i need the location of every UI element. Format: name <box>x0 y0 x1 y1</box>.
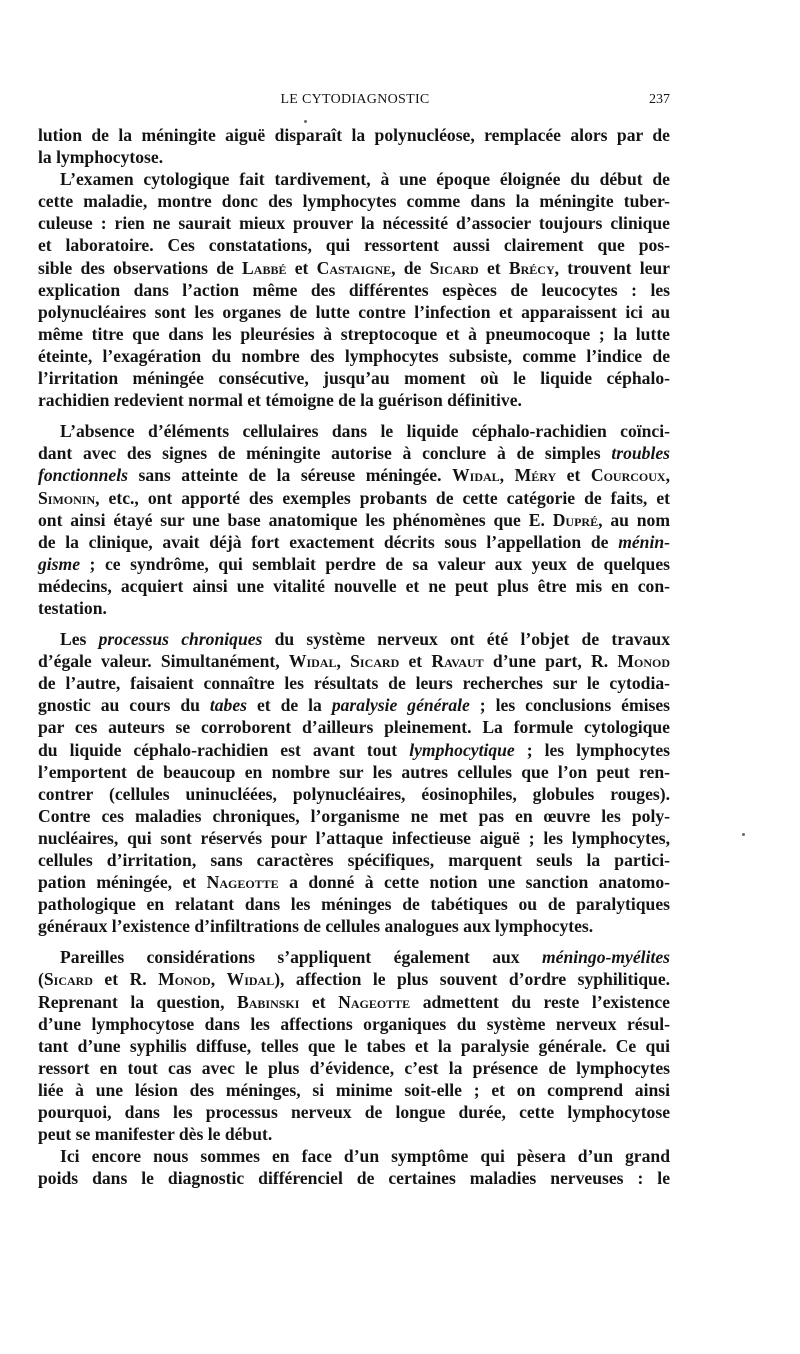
text-line <box>38 345 670 367</box>
text-run: ; les conclusions émises <box>469 695 670 716</box>
text-run: , au nom <box>598 509 670 530</box>
text-run: et <box>286 257 317 278</box>
page-number: 237 <box>649 92 670 107</box>
emphasis: ménin- <box>618 531 670 552</box>
emphasis: méningo-myélites <box>541 947 670 968</box>
author-name: Labbé <box>242 257 287 278</box>
text-run: Contre ces maladies chroniques, l’organisme ne met pas en œuvre les poly- <box>38 805 670 826</box>
text-run: L’absence d’éléments cellulaires dans le liquide céphalo-rachidien coïnci- <box>60 421 670 442</box>
paragraph-gap <box>38 411 670 420</box>
text-line <box>38 553 670 575</box>
text-run: et <box>399 651 432 672</box>
text-line <box>38 531 670 553</box>
author-name: Sicard <box>43 969 93 990</box>
text-run: nucléaires, qui sont réservés pour l’attaque infectieuse aiguë ; les lymphocytes, <box>38 827 670 848</box>
text-line <box>38 783 670 805</box>
text-run: pathologique en relatant dans les méninges de tabétiques ou de paralytiques <box>38 894 670 915</box>
text-line <box>38 716 670 738</box>
text-run: , trouvent leur <box>554 257 670 278</box>
text-line <box>38 212 670 234</box>
emphasis: gisme <box>38 553 81 574</box>
text-line <box>38 991 670 1013</box>
text-run: pourquoi, dans les processus nerveux de longue durée, cette lymphocytose <box>38 1102 670 1123</box>
text-line <box>38 1145 670 1167</box>
author-name: R. Monod <box>591 651 670 672</box>
emphasis: fonctionnels <box>38 465 128 486</box>
text-run: tant d’une syphilis diffuse, telles que le tabes et la paralysie générale. Ce qui <box>38 1035 670 1056</box>
text-run: ; ce syndrôme, qui semblait perdre de sa valeur aux yeux de quelques <box>80 553 670 574</box>
text-run: , de <box>391 257 430 278</box>
text-line <box>38 672 670 694</box>
text-line <box>38 849 670 871</box>
text-run: l’emportent de beaucoup en nombre sur les autres cellules que l’on peut ren- <box>38 761 670 782</box>
text-run: et <box>556 465 591 486</box>
text-run: la lymphocytose. <box>38 147 164 168</box>
text-line <box>38 190 670 212</box>
text-line <box>38 871 670 893</box>
text-run: cellules d’irritation, sans caractères spécifiques, marquent seuls la partici- <box>38 850 670 870</box>
author-name: Nageotte <box>206 872 279 893</box>
text-run: l’irritation méningée consécutive, jusqu’au moment où le liquide céphalo- <box>38 368 670 389</box>
text-run: du liquide céphalo-rachidien est avant tout <box>38 739 410 760</box>
author-name: Méry <box>514 465 557 486</box>
text-run: d’une part, <box>483 651 592 672</box>
text-run: et de la <box>247 695 332 716</box>
text-line <box>38 509 670 531</box>
text-line <box>38 650 670 672</box>
running-head <box>40 92 670 112</box>
text-line <box>38 279 670 301</box>
author-name: Nageotte <box>338 991 411 1012</box>
text-run: , <box>665 465 671 486</box>
text-line <box>38 389 670 411</box>
text-line <box>38 893 670 915</box>
text-run: culeuse : rien ne saurait mieux prouver la nécessité d’associer toujours clinique <box>38 213 670 234</box>
text-line <box>38 597 670 619</box>
author-name: Widal <box>452 465 500 486</box>
text-run: médecins, acquiert ainsi une vitalité nouvelle et ne peut plus être mis en con- <box>38 575 670 596</box>
author-name: Sicard <box>429 257 479 278</box>
text-run: et <box>478 257 509 278</box>
text-line <box>38 1101 670 1123</box>
text-line <box>38 1167 670 1189</box>
author-name: Brécy <box>508 257 555 278</box>
text-line <box>38 257 670 279</box>
text-line <box>38 234 670 256</box>
text-run: éteinte, l’exagération du nombre des lymphocytes subsiste, comme l’indice de <box>38 345 670 366</box>
text-run: et laboratoire. Ces constatations, qui ressortent aussi clairement que pos- <box>38 235 670 256</box>
author-name: Simonin <box>38 487 96 508</box>
text-line <box>38 805 670 827</box>
text-run: d’égale valeur. Simultanément, <box>38 651 289 672</box>
text-run: Pareilles considérations s’appliquent également aux <box>60 947 542 968</box>
text-run: , <box>499 465 515 486</box>
text-run: admettent du reste l’existence <box>410 991 670 1012</box>
text-run: , <box>336 651 351 672</box>
text-run: liée à une lésion des méninges, si minime soit-elle ; et on comprend ainsi <box>38 1079 670 1100</box>
text-line <box>38 1123 670 1145</box>
text-run: , <box>210 969 227 990</box>
text-run: Les <box>60 629 99 650</box>
text-run: peut se manifester dès le début. <box>38 1124 273 1145</box>
text-run: de l’autre, faisaient connaître les résultats de leurs recherches sur le cytodia- <box>38 673 670 694</box>
text-run: généraux l’existence d’infiltrations de cellules analogues aux lymphocytes. <box>38 916 594 937</box>
author-name: Dupré <box>552 509 599 530</box>
text-run: du système nerveux ont été l’objet de travaux <box>262 629 670 650</box>
text-run: rachidien redevient normal et témoigne de la guérison définitive. <box>38 390 522 411</box>
text-line <box>38 420 670 442</box>
text-line <box>38 739 670 761</box>
text-run: testation. <box>38 597 107 618</box>
text-run: polynucléaires sont les organes de lutte contre l’infection et apparaissent ici au <box>38 301 670 322</box>
emphasis: troubles <box>611 443 670 464</box>
author-name: Castaigne <box>316 257 392 278</box>
text-line <box>38 827 670 849</box>
text-line <box>38 694 670 716</box>
author-name: Sicard <box>350 651 400 672</box>
text-line <box>38 1035 670 1057</box>
text-line <box>38 1079 670 1101</box>
text-line <box>38 1057 670 1079</box>
author-name: Courcoux <box>590 465 666 486</box>
text-run: , etc., ont apporté des exemples probants de cette catégorie de faits, et <box>95 487 670 508</box>
author-name: R. Monod <box>129 969 211 990</box>
emphasis: processus chroniques <box>98 629 263 650</box>
text-run: Ici encore nous sommes en face d’un symptôme qui pèsera d’un grand <box>60 1146 670 1167</box>
emphasis: paralysie générale <box>331 695 470 716</box>
text-run: L’examen cytologique fait tardivement, à une époque éloignée du début de <box>60 169 670 190</box>
text-run: ont ainsi étayé sur une base anatomique les phénomènes que E. <box>38 509 553 530</box>
text-run: ( <box>38 969 44 990</box>
author-name: Widal <box>226 969 275 990</box>
text-run: sans atteinte de la séreuse méningée. <box>127 465 453 486</box>
text-run: dant avec des signes de méningite autorise à conclure à de simples <box>38 443 612 464</box>
text-run: et <box>92 969 130 990</box>
text-line <box>38 442 670 464</box>
text-run: pation méningée, et <box>38 872 207 893</box>
author-name: Widal <box>288 651 337 672</box>
text-run: sible des observations de <box>38 257 243 278</box>
print-speck <box>304 120 307 123</box>
text-line <box>38 761 670 783</box>
text-run: a donné à cette notion une sanction anatomo- <box>278 872 670 893</box>
text-run: poids dans le diagnostic différenciel de certaines maladies nerveuses : le <box>38 1168 670 1189</box>
text-run: contrer (cellules uninucléées, polynucléaires, éosinophiles, globules rouges). <box>38 783 670 804</box>
text-line <box>38 575 670 597</box>
text-run: Reprenant la question, <box>38 991 237 1012</box>
text-run: ), affection le plus souvent d’ordre syphilitique. <box>274 969 671 990</box>
paragraph-gap <box>38 619 670 628</box>
text-run: cette maladie, montre donc des lymphocytes comme dans la méningite tuber- <box>38 191 670 212</box>
text-line <box>38 946 670 968</box>
text-line <box>38 464 670 486</box>
text-line <box>38 968 670 990</box>
print-speck <box>742 833 745 836</box>
text-line <box>38 1013 670 1035</box>
text-line <box>38 487 670 509</box>
text-run: par ces auteurs se corroborent d’ailleurs pleinement. La formule cytologique <box>38 717 670 738</box>
emphasis: tabes <box>209 695 247 716</box>
author-name: Babinski <box>237 991 300 1012</box>
text-line <box>38 628 670 650</box>
author-name: Ravaut <box>431 651 484 672</box>
text-run: et <box>299 991 339 1012</box>
text-line <box>38 301 670 323</box>
emphasis: lymphocytique <box>409 739 515 760</box>
text-line <box>38 146 670 168</box>
text-run: de la clinique, avait déjà fort exactement décrits sous l’appellation de <box>38 531 619 552</box>
text-line <box>38 323 670 345</box>
text-run: ; les lymphocytes <box>514 739 670 760</box>
text-line <box>38 915 670 937</box>
text-run: ressort en tout cas avec le plus d’évidence, c’est la présence de lymphocytes <box>38 1057 670 1078</box>
paragraph-gap <box>38 937 670 946</box>
text-run: lution de la méningite aiguë disparaît la polynucléose, remplacée alors par de <box>38 125 670 145</box>
text-run: d’une lymphocytose dans les affections organiques du système nerveux résul- <box>38 1013 670 1034</box>
body-text <box>38 124 670 1189</box>
running-title: LE CYTODIAGNOSTIC <box>280 92 430 107</box>
text-line <box>38 367 670 389</box>
text-line <box>38 124 670 146</box>
text-run: même titre que dans les pleurésies à streptocoque et à pneumocoque ; la lutte <box>38 323 670 344</box>
text-line <box>38 168 670 190</box>
text-run: explication dans l’action même des différentes espèces de leucocytes : les <box>38 279 670 300</box>
text-run: gnostic au cours du <box>38 695 210 716</box>
